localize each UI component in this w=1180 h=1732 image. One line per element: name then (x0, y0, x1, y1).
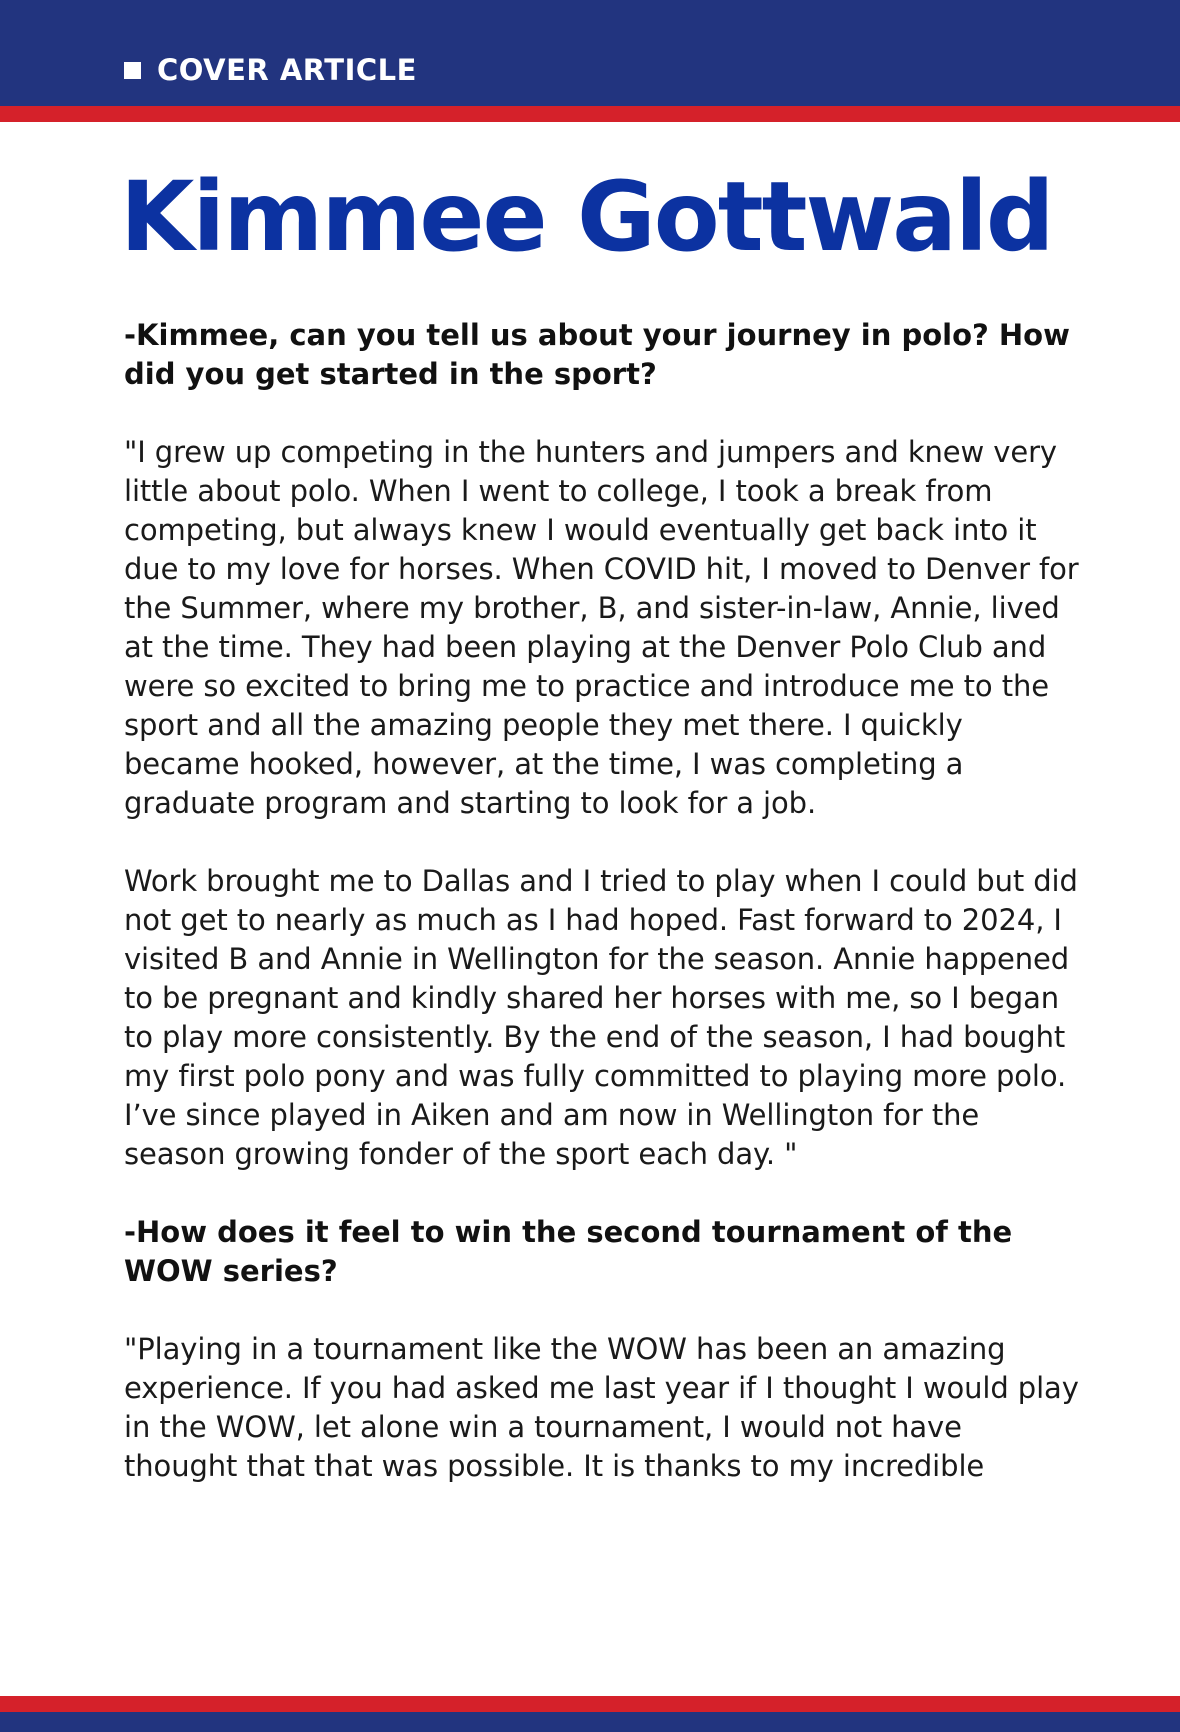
header-stripe (0, 106, 1180, 122)
interview-question: -How does it feel to win the second tournament of the WOW series? (124, 1215, 1013, 1288)
interview-answer: "I grew up competing in the hunters and jumpers and knew very little about polo. When I went to college, I took a break from competing, but always knew I would eventually get back into it due to my love for horses. When COVID hit, I moved to Denver for the Summer, where my brother, B, and sister-in-law, Annie, lived at the time. They had been playing at the Denver Polo Club and were so excited to bring me to practice and introduce me to the sport and all the amazing people they met there. I quickly became hooked, however, at the time, I was completing a graduate program and starting to look for a job. (124, 435, 1079, 820)
section-label (124, 50, 417, 90)
article-title: Kimmee Gottwald (120, 161, 1053, 273)
article-body (124, 316, 1084, 1486)
square-bullet-icon (124, 62, 141, 79)
section-label-text: COVER ARTICLE (157, 53, 417, 87)
footer-band (0, 1712, 1180, 1732)
footer-stripe (0, 1696, 1180, 1712)
interview-answer: Work brought me to Dallas and I tried to play when I could but did not get to nearly as much as I had hoped. Fast forward to 2024, I visited B and Annie in Wellington for the season. Annie happened to be pregnant and kindly shared her horses with me, so I began to play more consistently. By the end of the season, I had bought my first polo pony and was fully committed to playing more polo. I’ve since played in Aiken and am now in Wellington for the season growing fonder of the sport each day. " (124, 864, 1078, 1171)
interview-answer: "Playing in a tournament like the WOW has been an amazing experience. If you had asked me last year if I thought I would play in the WOW, let alone win a tournament, I would not have thought that that was possible. It is thanks to my incredible (124, 1332, 1079, 1483)
interview-question: -Kimmee, can you tell us about your journey in polo? How did you get started in the sport? (124, 318, 1070, 391)
